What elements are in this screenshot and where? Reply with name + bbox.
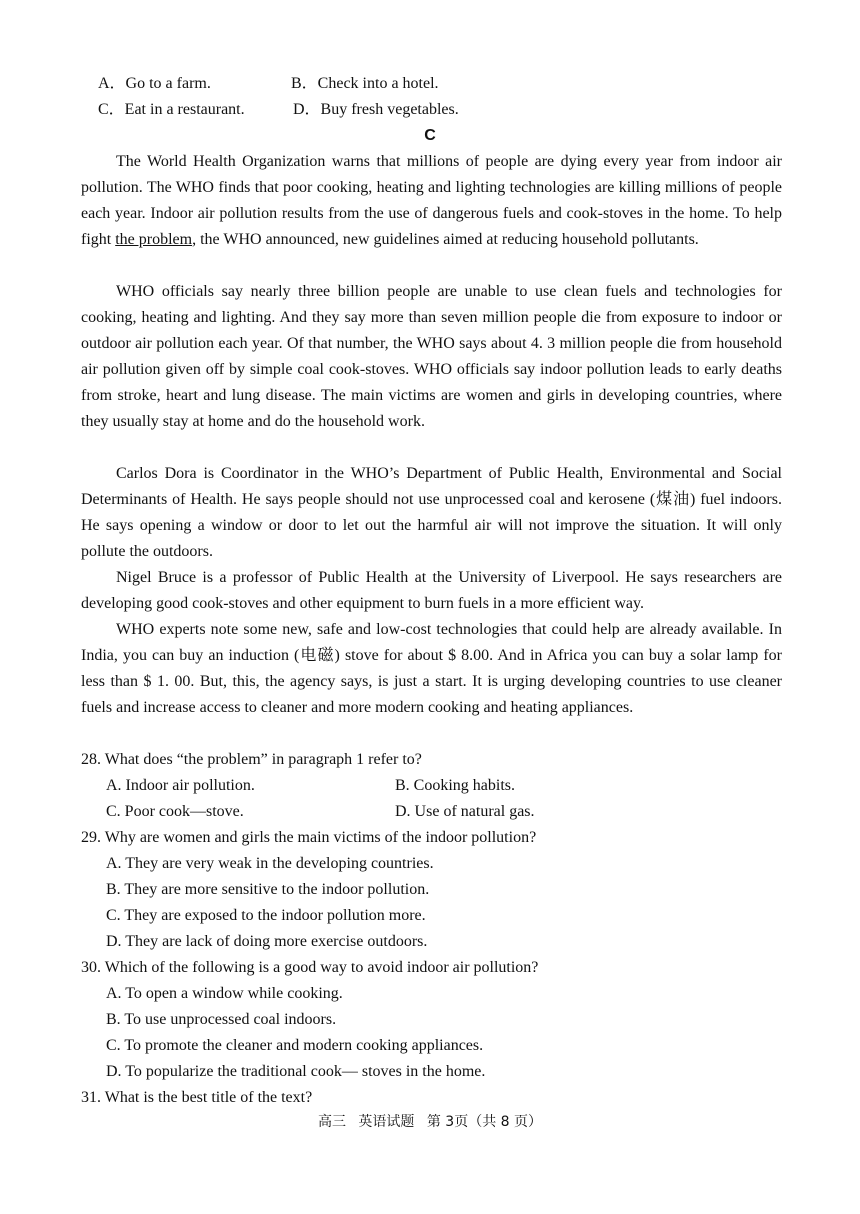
passage-paragraph-5: WHO experts note some new, safe and low-cost technologies that could help are already available. In India, you can buy an induction (电磁) stove for about $ 8.00. And in Africa you can buy a solar lamp for less than $ 1. 00. But, this, the agency says, is just a start. It is urging developing countries to use cleaner fuels and increase access to cleaner and more modern cooking and heating appliances. xyxy=(81,621,782,716)
question-29-option-c: C. They are exposed to the indoor pollution more. xyxy=(106,907,426,924)
paragraph-1-text-start: The World Health Organization warns that millions of people are dying every year from indoor air pollution. The WHO finds that poor cooking, heating and lighting technologies are killing millions of people each year. Indoor air pollution results from the use of dangerous fuels and cook-stoves in the home. To help fight xyxy=(81,153,782,248)
question-30-option-b: B. To use unprocessed coal indoors. xyxy=(106,1011,337,1028)
option-c: C．Eat in a restaurant. xyxy=(98,101,245,118)
paragraph-1-text-end: , the WHO announced, new guidelines aimed at reducing household pollutants. xyxy=(192,231,699,248)
option-b: B．Check into a hotel. xyxy=(291,75,439,92)
footer-page-number: 第 3页（共 8 页） xyxy=(426,1114,543,1130)
question-28-stem: 28. What does “the problem” in paragraph 1 refer to? xyxy=(81,751,422,768)
section-heading: C xyxy=(424,127,436,144)
passage-paragraph-3: Carlos Dora is Coordinator in the WHO’s Department of Public Health, Environmental and Social Determinants of Health. He says people should not use unprocessed coal and kerosene (煤油) fuel indoors. He says opening a window or door to let out the harmful air will not improve the situation. It will only pollute the outdoors. xyxy=(81,465,782,560)
question-28-option-d: D. Use of natural gas. xyxy=(395,803,535,820)
question-29-option-b: B. They are more sensitive to the indoor pollution. xyxy=(106,881,430,898)
option-a: A．Go to a farm. xyxy=(98,75,211,92)
page-footer xyxy=(0,1112,860,1132)
passage-paragraph-1 xyxy=(81,149,782,253)
question-29-option-d: D. They are lack of doing more exercise outdoors. xyxy=(106,933,428,950)
question-30-option-c: C. To promote the cleaner and modern cooking appliances. xyxy=(106,1037,484,1054)
passage-paragraph-2: WHO officials say nearly three billion people are unable to use clean fuels and technologies for cooking, heating and lighting. And they say more than seven million people die from exposure to indoor or outdoor air pollution each year. Of that number, the WHO says about 4. 3 million people die from household air pollution given off by simple coal cook-stoves. WHO officials say indoor pollution leads to early deaths from stroke, heart and lung disease. The main victims are women and girls in developing countries, where they usually stay at home and do the household work. xyxy=(81,283,782,430)
question-30-option-d: D. To popularize the traditional cook— stoves in the home. xyxy=(106,1063,486,1080)
footer-subject: 英语试题 xyxy=(358,1114,415,1130)
footer-grade: 高三 xyxy=(317,1114,346,1130)
question-30-stem: 30. Which of the following is a good way to avoid indoor air pollution? xyxy=(81,959,539,976)
question-28-option-b: B. Cooking habits. xyxy=(395,777,516,794)
question-29-stem: 29. Why are women and girls the main victims of the indoor pollution? xyxy=(81,829,537,846)
question-31-stem: 31. What is the best title of the text? xyxy=(81,1089,313,1106)
underlined-phrase: the problem xyxy=(115,231,193,248)
question-29-option-a: A. They are very weak in the developing countries. xyxy=(106,855,434,872)
option-d: D．Buy fresh vegetables. xyxy=(293,101,459,118)
passage-paragraph-4: Nigel Bruce is a professor of Public Health at the University of Liverpool. He says researchers are developing good cook-stoves and other equipment to burn fuels in a more efficient way. xyxy=(81,569,782,612)
question-30-option-a: A. To open a window while cooking. xyxy=(106,985,343,1002)
question-28-option-c: C. Poor cook—stove. xyxy=(106,803,244,820)
question-28-option-a: A. Indoor air pollution. xyxy=(106,777,255,794)
